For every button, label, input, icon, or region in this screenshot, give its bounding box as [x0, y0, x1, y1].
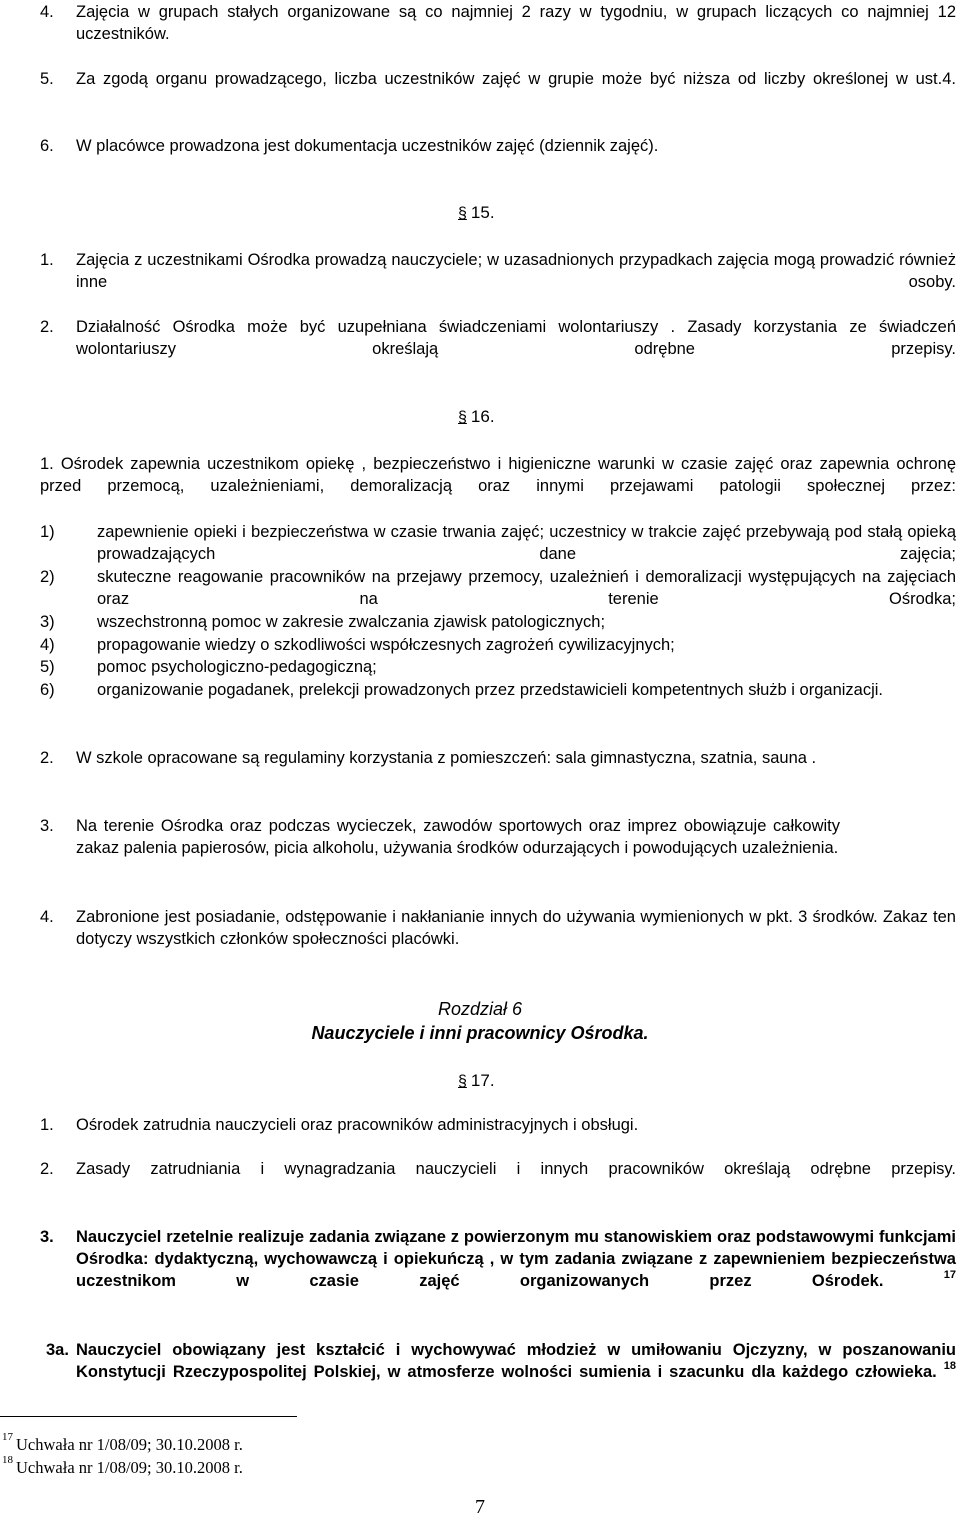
section-number: 16.	[470, 407, 495, 426]
list-item	[40, 135, 956, 157]
sub-list-item	[40, 679, 896, 701]
sub-item-number: 5)	[40, 658, 55, 676]
item-number: 5.	[40, 70, 54, 88]
section-number: 15.	[470, 203, 495, 222]
section-symbol: §	[458, 409, 467, 426]
sub-item-text: wszechstronną pomoc w zakresie zwalczania zjawisk patologicznych;	[97, 613, 606, 631]
list-item	[40, 249, 956, 315]
sub-item-number: 4)	[40, 636, 55, 654]
list-item	[40, 906, 956, 950]
item-text: Zasady zatrudniania i wynagradzania nauczycieli i innych pracowników określają odrębne przepisy.	[76, 1160, 956, 1178]
item-text: Nauczyciel rzetelnie realizuje zadania związane z powierzonym mu stanowiskiem oraz podstawowymi funkcjami Ośrodka: dydaktyczną, wychowawczą i opiekuńczą , w tym zadania związane z zapewnieniem bezpieczeństwa uczestnikom w czasie zajęć organizowanych przez Ośrodek.	[76, 1228, 956, 1290]
list-item	[40, 747, 910, 769]
list-item	[40, 815, 840, 859]
item-number: 2.	[40, 1160, 54, 1178]
list-item	[40, 316, 956, 382]
list-item	[40, 1, 956, 67]
item-text: Działalność Ośrodka może być uzupełniana świadczeniami wolontariuszy . Zasady korzystania ze świadczeń wolontariuszy określają odrębne przepisy.	[76, 318, 956, 358]
item-text: Za zgodą organu prowadzącego, liczba uczestników zajęć w grupie może być niższa od liczby określonej w ust.4.	[76, 70, 956, 88]
list-item	[40, 1339, 956, 1405]
item-text: Ośrodek zapewnia uczestnikom opiekę , bezpieczeństwo i higieniczne warunki w czasie zajęć oraz zapewnia ochronę przed przemocą, uzależnieniami, demoralizacją oraz innymi przejawami patologii społecznej przez:	[40, 455, 956, 495]
item-number: 2.	[40, 318, 54, 336]
footnote-text: Uchwała nr 1/08/09; 30.10.2008 r.	[16, 1458, 243, 1477]
sub-item-text: zapewnienie opieki i bezpieczeństwa w czasie trwania zajęć; uczestnicy w trakcie zajęć przebywają pod stałą opieką prowadzających dane zajęcia;	[97, 523, 956, 563]
item-text: W placówce prowadzona jest dokumentacja uczestników zajęć (dziennik zajęć).	[76, 137, 659, 155]
item-number: 3a.	[46, 1341, 69, 1359]
list-item	[40, 68, 956, 112]
sub-item-number: 1)	[40, 523, 55, 541]
item-number: 3.	[40, 1228, 54, 1246]
list-item	[40, 453, 956, 519]
item-number: 4.	[40, 3, 54, 21]
section-heading-16	[458, 406, 495, 429]
item-number: 1.	[40, 251, 54, 269]
item-text: Nauczyciel obowiązany jest kształcić i wychowywać młodzież w umiłowaniu Ojczyzny, w poszanowaniu Konstytucji Rzeczypospolitej Polskiej, w atmosferze wolności sumienia i szacunku dla każdego człowieka.	[76, 1341, 956, 1381]
item-number: 1.	[40, 455, 54, 473]
item-text: Ośrodek zatrudnia nauczycieli oraz pracowników administracyjnych i obsługi.	[76, 1116, 639, 1134]
chapter-heading	[0, 997, 960, 1045]
footnote	[2, 1453, 243, 1479]
footnote-divider	[0, 1416, 297, 1417]
footnote-ref[interactable]: 18	[943, 1359, 956, 1372]
item-number: 1.	[40, 1116, 54, 1134]
chapter-number: Rozdział 6	[437, 999, 523, 1019]
footnote-number: 17	[2, 1430, 13, 1443]
item-text: Na terenie Ośrodka oraz podczas wycieczek, zawodów sportowych oraz imprez obowiązuje całkowity zakaz palenia papierosów, picia alkoholu, używania środków odurzających i powodujących uzależnienia.	[76, 817, 840, 857]
item-number: 2.	[40, 749, 54, 767]
footnote-text: Uchwała nr 1/08/09; 30.10.2008 r.	[16, 1435, 243, 1454]
sub-list-item	[40, 611, 956, 633]
sub-item-number: 3)	[40, 613, 55, 631]
section-number: 17.	[470, 1071, 495, 1090]
item-text: W szkole opracowane są regulaminy korzystania z pomieszczeń: sala gimnastyczna, szatnia, sauna .	[76, 749, 817, 767]
sub-item-text: organizowanie pogadanek, prelekcji prowadzonych przez przedstawicieli kompetentnych służb i organizacji.	[97, 681, 884, 699]
sub-item-number: 6)	[40, 681, 55, 699]
list-item	[40, 1114, 956, 1136]
section-heading-17	[458, 1070, 495, 1093]
footnote-ref[interactable]: 17	[943, 1268, 956, 1281]
list-item	[40, 1226, 956, 1314]
section-heading-15	[458, 202, 495, 225]
sub-list-item	[40, 656, 956, 678]
chapter-title: Nauczyciele i inni pracownicy Ośrodka.	[311, 1023, 649, 1043]
sub-item-text: pomoc psychologiczno-pedagogiczną;	[97, 658, 377, 676]
list-item	[40, 1158, 956, 1202]
footnote-number: 18	[2, 1453, 13, 1466]
item-text: Zajęcia z uczestnikami Ośrodka prowadzą nauczyciele; w uzasadnionych przypadkach zajęcia mogą prowadzić również inne osoby.	[76, 251, 956, 291]
item-number: 3.	[40, 817, 54, 835]
item-text: Zabronione jest posiadanie, odstępowanie i nakłanianie innych do używania wymienionych w pkt. 3 środków. Zakaz ten dotyczy wszystkich członków społeczności placówki.	[76, 908, 956, 948]
sub-list-item	[40, 634, 956, 656]
section-symbol: §	[458, 1073, 467, 1090]
sub-item-number: 2)	[40, 568, 55, 586]
page-number: 7	[475, 1496, 485, 1518]
footnote	[2, 1430, 243, 1456]
item-text: Zajęcia w grupach stałych organizowane są co najmniej 2 razy w tygodniu, w grupach liczących co najmniej 12 uczestników.	[76, 3, 956, 43]
section-symbol: §	[458, 205, 467, 222]
sub-item-text: skuteczne reagowanie pracowników na przejawy przemocy, uzależnień i demoralizacji występujących na zajęciach oraz na terenie Ośrodka;	[97, 568, 956, 608]
sub-item-text: propagowanie wiedzy o szkodliwości współczesnych zagrożeń cywilizacyjnych;	[97, 636, 675, 654]
item-number: 6.	[40, 137, 54, 155]
item-number: 4.	[40, 908, 54, 926]
